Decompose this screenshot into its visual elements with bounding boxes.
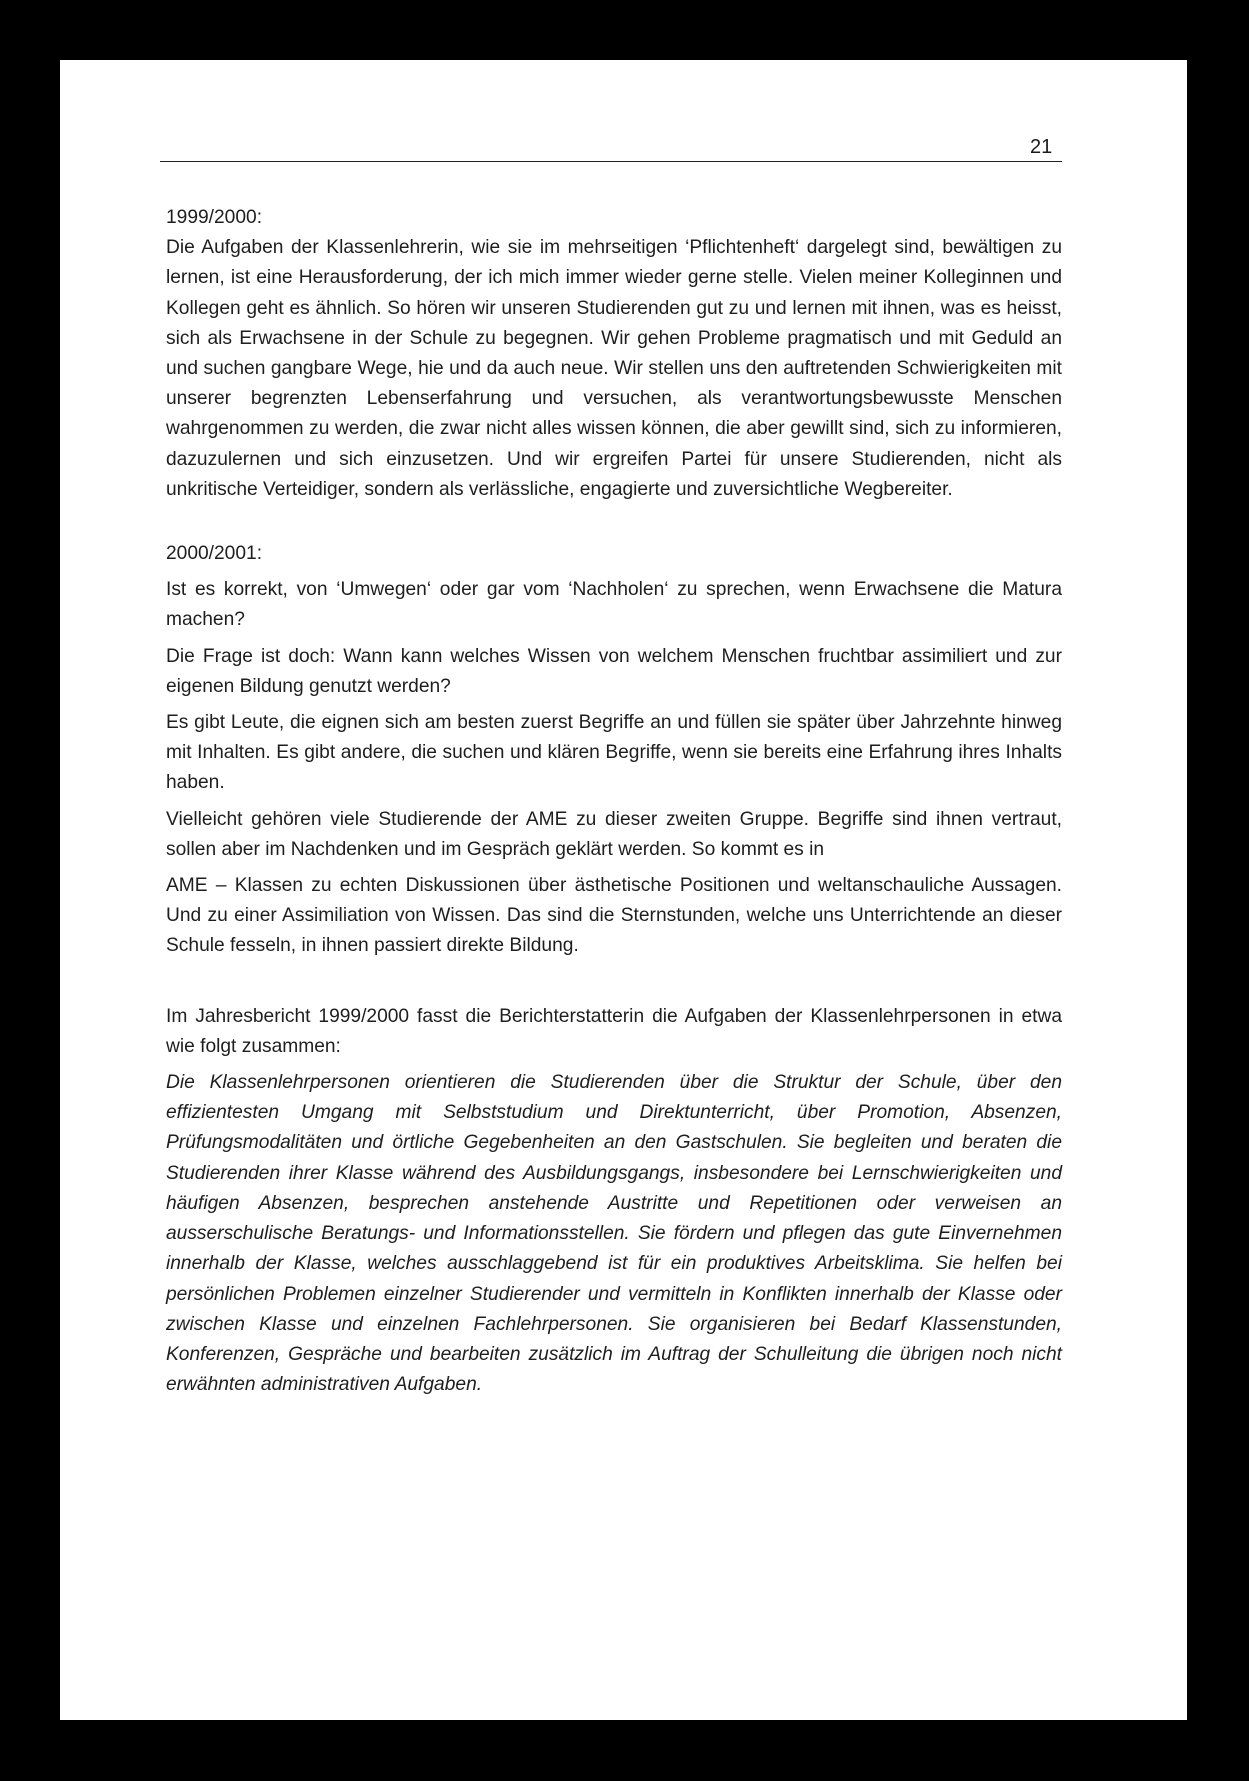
page-number: 21	[1030, 136, 1053, 158]
paragraph-ame-classes: AME – Klassen zu echten Diskussionen über ästhetische Positionen und weltanschauliche Aussagen. Und zu einer Assimiliation von Wissen. Das sind die Sternstunden, welche uns Unterrichtende an dieser Schule fesseln, in ihnen passiert direkte Bildung.	[166, 875, 1062, 957]
paragraph-knowledge-question: Die Frage ist doch: Wann kann welches Wissen von welchem Menschen fruchtbar assimiliert und zur eigenen Bildung genutzt werden?	[166, 645, 1062, 697]
document-body	[166, 203, 1062, 1400]
quote-class-teacher-tasks: Die Klassenlehrpersonen orientieren die Studierenden über die Struktur der Schule, über den effizientesten Umgang mit Selbststudium und Direktunterricht, über Promotion, Absenzen, Prüfungsmodalitäten und örtliche Gegebenheiten an den Gastschulen. Sie begleiten und beraten die Studierenden ihrer Klasse während des Ausbildungsgangs, insbesondere bei Lernschwierigkeiten und häufigen Absenzen, besprechen anstehende Austritte und Repetitionen oder verweisen an ausserschulische Beratungs- und Informationsstellen. Sie fördern und pflegen das gute Einvernehmen innerhalb der Klasse, welches ausschlaggebend ist für ein produktives Arbeitsklima. Sie helfen bei persönlichen Problemen einzelner Studierender und vermitteln in Konflikten innerhalb der Klasse oder zwischen Klasse und einzelnen Fachlehrpersonen. Sie organisieren bei Bedarf Klassenstunden, Konferenzen, Gespräche und bearbeiten zusätzlich im Auftrag der Schulleitung die übrigen noch nicht erwähnten administrativen Aufgaben.	[166, 1072, 1062, 1396]
paragraph-class-teacher-duties: Die Aufgaben der Klassenlehrerin, wie sie im mehrseitigen ‘Pflichtenheft‘ dargelegt sind, bewältigen zu lernen, ist eine Herausforderung, der ich mich immer wieder gerne stelle. Vielen meiner Kolleginnen und Kollegen geht es ähnlich. So hören wir unseren Studierenden gut zu und lernen mit ihnen, was es heisst, sich als Erwachsene in der Schule zu begegnen. Wir gehen Probleme pragmatisch und mit Geduld an und suchen gangbare Wege, hie und da auch neue. Wir stellen uns den auftretenden Schwierigkeiten mit unserer begrenzten Lebenserfahrung und versuchen, als verantwortungsbewusste Menschen wahrgenommen zu werden, die zwar nicht alles wissen können, die aber gewillt sind, sich zu informieren, dazuzulernen und sich einzusetzen. Und wir ergreifen Partei für unsere Studierenden, nicht als unkritische Verteidiger, sondern als verlässliche, engagierte und zuversichtliche Wegbereiter.	[166, 237, 1062, 500]
header-rule	[160, 161, 1062, 162]
paragraph-detours-question: Ist es korrekt, von ‘Umwegen‘ oder gar vom ‘Nachholen‘ zu sprechen, wenn Erwachsene die Matura machen?	[166, 579, 1062, 631]
year-heading-1999: 1999/2000:	[166, 207, 263, 228]
year-heading-2000: 2000/2001:	[166, 543, 263, 565]
paragraph-ame-students: Vielleicht gehören viele Studierende der AME zu dieser zweiten Gruppe. Begriffe sind ihnen vertraut, sollen aber im Nachdenken und im Gespräch geklärt werden. So kommt es in	[166, 808, 1062, 860]
paragraph-annual-report-intro: Im Jahresbericht 1999/2000 fasst die Berichterstatterin die Aufgaben der Klassenlehrpersonen in etwa wie folgt zusammen:	[166, 1005, 1062, 1057]
paragraph-concepts: Es gibt Leute, die eignen sich am besten zuerst Begriffe an und füllen sie später über Jahrzehnte hinweg mit Inhalten. Es gibt andere, die suchen und klären Begriffe, wenn sie bereits eine Erfahrung ihres Inhalts haben.	[166, 712, 1062, 794]
